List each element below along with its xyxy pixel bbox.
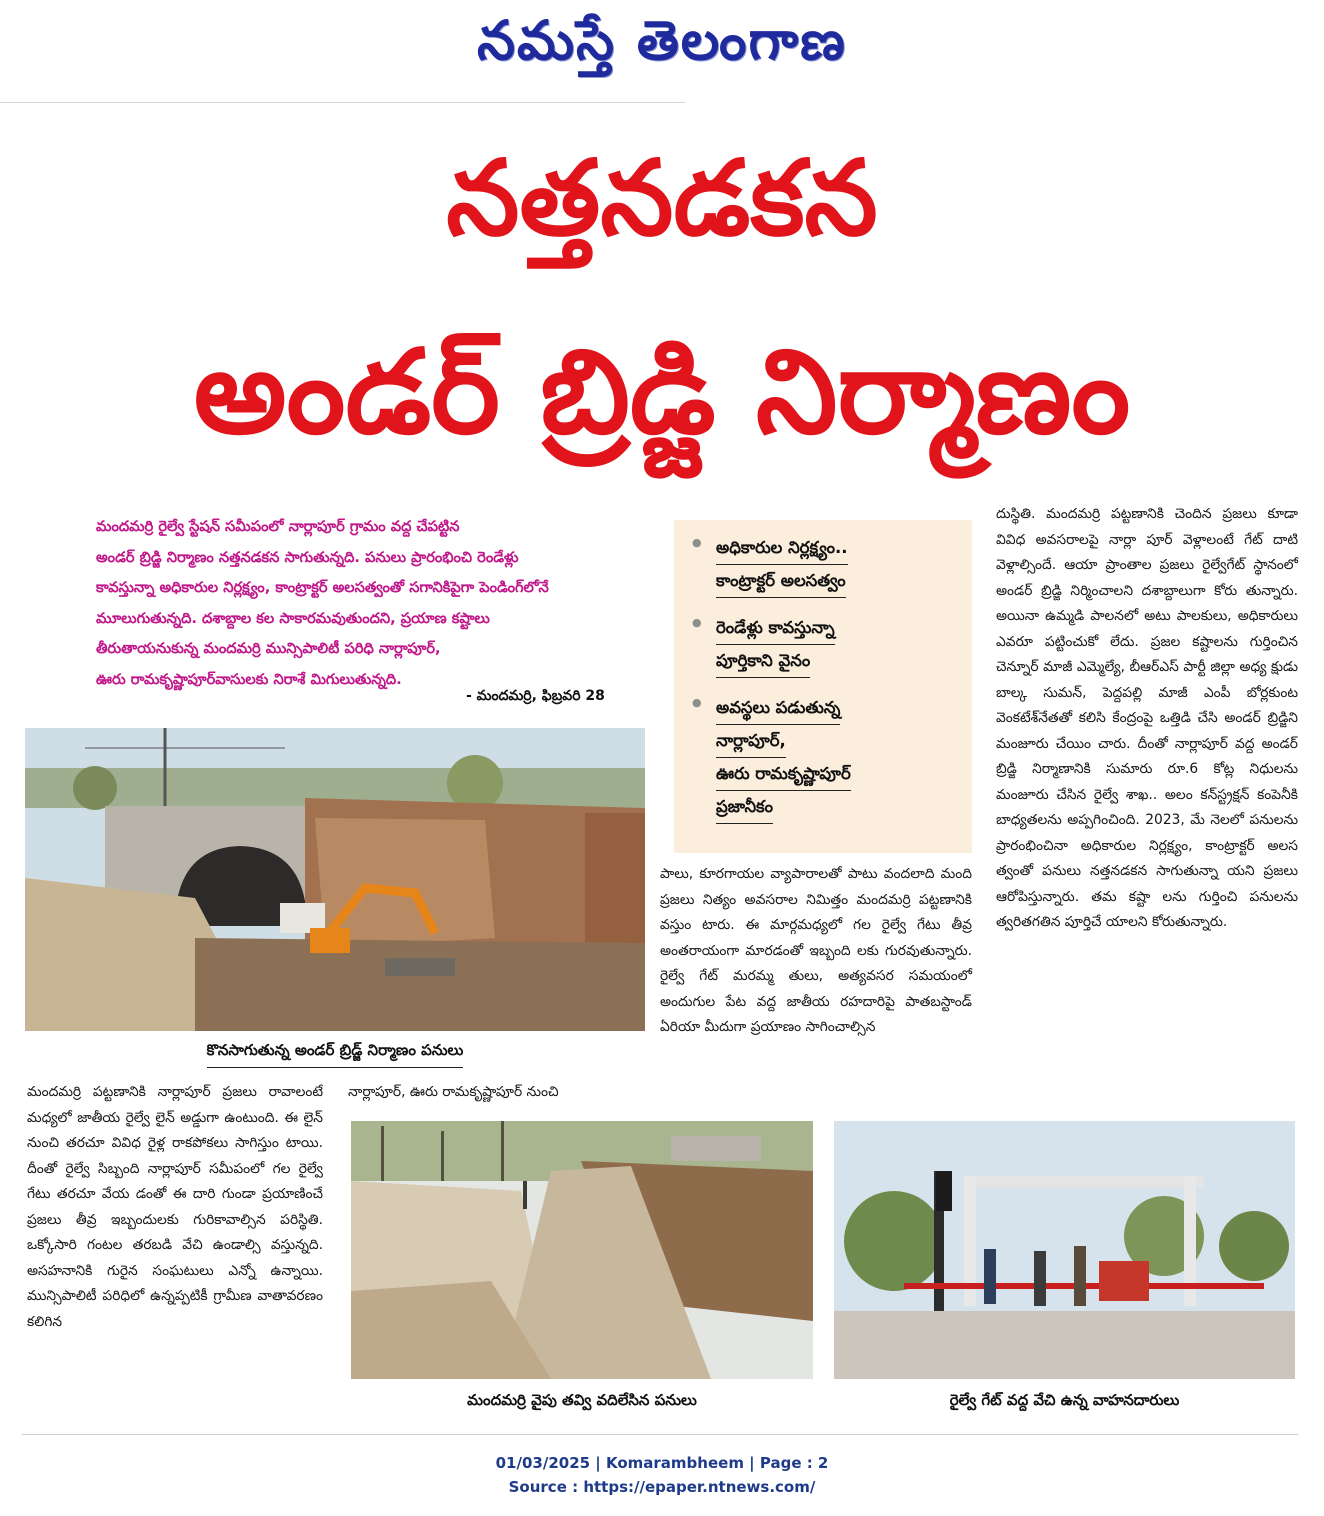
railway-gate-image [834, 1121, 1295, 1379]
footer-edition-info: 01/03/2025 | Komarambheem | Page : 2 [495, 1454, 829, 1472]
highlight-line: నార్లాపూర్, [716, 725, 786, 758]
photo-railway-gate [834, 1121, 1295, 1379]
article-intro [96, 512, 644, 695]
highlight-line: కాంట్రాక్టర్ అలసత్వం [716, 565, 846, 598]
masthead-divider [0, 102, 685, 103]
photo-abandoned-works [351, 1121, 813, 1379]
highlight-line: ఊరు రామకృష్ణాపూర్ [716, 758, 851, 791]
footer-source: Source : https://epaper.ntnews.com/ [508, 1478, 816, 1496]
footer-divider [22, 1434, 1298, 1435]
dateline: - మందమర్రి, ఫిబ్రవరి 28 [466, 688, 605, 704]
photo-bridge-caption [25, 1041, 645, 1068]
article-column-middle: పాలు, కూరగాయల వ్యాపారాలతో పాటు వందలాది మంది ప్రజలు నిత్యం అవసరాల నిమిత్తం మందమర్రి పట్టణానికి వస్తుం టారు. ఈ మార్గమధ్యలో గల రైల్వే గేటు తీవ్ర అంతరాయంగా మారడంతో ఇబ్బంది లకు గురవుతున్నారు. రైల్వే గేట్ మరమ్మ తులు, అత్యవసర సమయంలో అందుగుల పేట వద్ద జాతీయ రహదారిపై పాతబస్టాండ్ ఏరియా మీదుగా ప్రయాణం సాగించాల్సిన [660, 866, 972, 1035]
headline-line-2: అండర్ బ్రిడ్జి నిర్మాణం [193, 325, 1131, 460]
photo-abandoned-caption: మందమర్రి వైపు తవ్వి వదిలేసిన పనులు [467, 1391, 697, 1409]
intro-line: ఊరు రామకృష్ణాపూర్‌వాసులకు నిరాశే మిగులుతున్నది. [96, 670, 402, 688]
highlight-item [692, 692, 964, 824]
construction-image [25, 728, 645, 1031]
highlight-line: రెండేళ్లు కావస్తున్నా [716, 612, 835, 645]
intro-line: అండర్ బ్రిడ్జి నిర్మాణం నత్తనడకన సాగుతున్నది. పనులు ప్రారంభించి రెండేళ్లు [96, 548, 519, 566]
intro-line: తీరుతాయనుకున్న మందమర్రి మున్సిపాలిటీ పరిధి నార్లాపూర్, [96, 640, 441, 657]
masthead [0, 0, 1324, 100]
article-column-left-continued: నార్లాపూర్, ఊరు రామకృష్ణాపూర్ నుంచి [348, 1084, 559, 1100]
highlight-line: ప్రజానీకం [716, 791, 773, 824]
intro-line: కావస్తున్నా అధికారుల నిర్లక్ష్యం, కాంట్రాక్టర్ అలసత్వంతో సగానికిపైగా పెండింగ్‌లోనే [96, 579, 549, 596]
highlight-item [692, 532, 964, 598]
intro-line: మందమర్రి రైల్వే స్టేషన్ సమీపంలో నార్లాపూర్ గ్రామం వద్ద చేపట్టిన [96, 518, 460, 535]
intro-line: మూలుగుతున్నది. దశాబ్దాల కల సాకారమవుతుందని, ప్రయాణ కష్టాలు [96, 609, 490, 627]
article-column-left: మందమర్రి పట్టణానికి నార్లాపూర్ ప్రజలు రావాలంటే మధ్యలో జాతీయ రైల్వే లైన్ అడ్డుగా ఉంటుంది. ఈ లైన్ నుంచి తరచూ వివిధ రైళ్ల రాకపోకలు సాగిస్తుం టాయి. దీంతో రైల్వే సిబ్బంది నార్లాపూర్ సమీపంలో గల రైల్వే గేటు తరచూ వేయ డంతో ఈ దారి గుండా ప్రయాణించే ప్రజలు తీవ్ర ఇబ్బందులకు గురికావాల్సిన పరిస్థితి. ఒక్కోసారి గంటల తరబడి వేచి ఉండాల్సి వస్తున్నది. అసహనానికి గురైన సంఘటులు ఎన్నో ఉన్నాయి. మున్సిపాలిటీ పరిధిలో ఉన్నప్పటికీ గ్రామీణ వాతావరణం కలిగిన [27, 1084, 323, 1330]
trench-image [351, 1121, 813, 1379]
masthead-title: నమస్తే తెలంగాణ [477, 8, 847, 72]
photo-railway-gate-caption: రైల్వే గేట్ వద్ద వేచి ఉన్న వాహనదారులు [949, 1391, 1180, 1409]
highlights-box [674, 520, 972, 853]
highlights-list [692, 532, 964, 838]
caption-text: కొనసాగుతున్న అండర్ బ్రిడ్జ్ నిర్మాణం పనులు [207, 1041, 464, 1068]
headline-line-1: నత్తనడకన [446, 137, 878, 259]
highlight-line: అవస్థలు పడుతున్న [716, 692, 840, 725]
article-column-right: దుస్థితి. మందమర్రి పట్టణానికి చెందిన ప్రజలు కూడా వివిధ అవసరాలపై నార్లా పూర్ వెళ్లాలంటే గేట్ దాటి వెళ్లాల్సిందే. ఆయా ప్రాంతాల ప్రజలు రైల్వేగేట్ స్థానంలో అండర్ బ్రిడ్జి నిర్మించాలని దశాబ్దాలుగా కోరు తున్నారు. అయినా ఉమ్మడి పాలనలో అటు పాలకులు, అధికారులు ఎవరూ పట్టించుకో లేదు. ప్రజల కష్టాలను గుర్తించిన చెన్నూర్ మాజీ ఎమ్మెల్యే, బీఆర్ఎస్ పార్టీ జిల్లా అధ్య క్షుడు బాల్క సుమన్, పెద్దపల్లి మాజీ ఎంపీ బోర్లకుంట వెంకటేశ్‌నేతతో కలిసి కేంద్రంపై ఒత్తిడి చేసి అండర్ బ్రిడ్జిని మంజూరు చేయిం చారు. దీంతో నార్లాపూర్ వద్ద అండర్ బ్రిడ్జి నిర్మాణానికి సుమారు రూ.6 కోట్ల నిధులను మంజూరు చేసిన రైల్వే శాఖ.. అలం కన్‌స్ట్రక్షన్ కంపెనీకి బాధ్యతలను అప్పగించింది. 2023, మే నెలలో పనులను ప్రారంభించినా అధికారుల నిర్లక్ష్యం, కాంట్రాక్టర్ అలస త్వంతో పనులు నత్తనడకన సాగుతున్నా యని ప్రజలు ఆరోపిస్తున్నారు. తమ కష్టా లను గుర్తించి పనులను త్వరితగతిన పూర్తిచే యాలని కోరుతున్నారు. [996, 506, 1298, 930]
highlight-item [692, 612, 964, 678]
photo-bridge-construction [25, 728, 645, 1031]
highlight-line: అధికారుల నిర్లక్ష్యం.. [716, 532, 848, 565]
highlight-line: పూర్తికాని వైనం [716, 645, 810, 678]
